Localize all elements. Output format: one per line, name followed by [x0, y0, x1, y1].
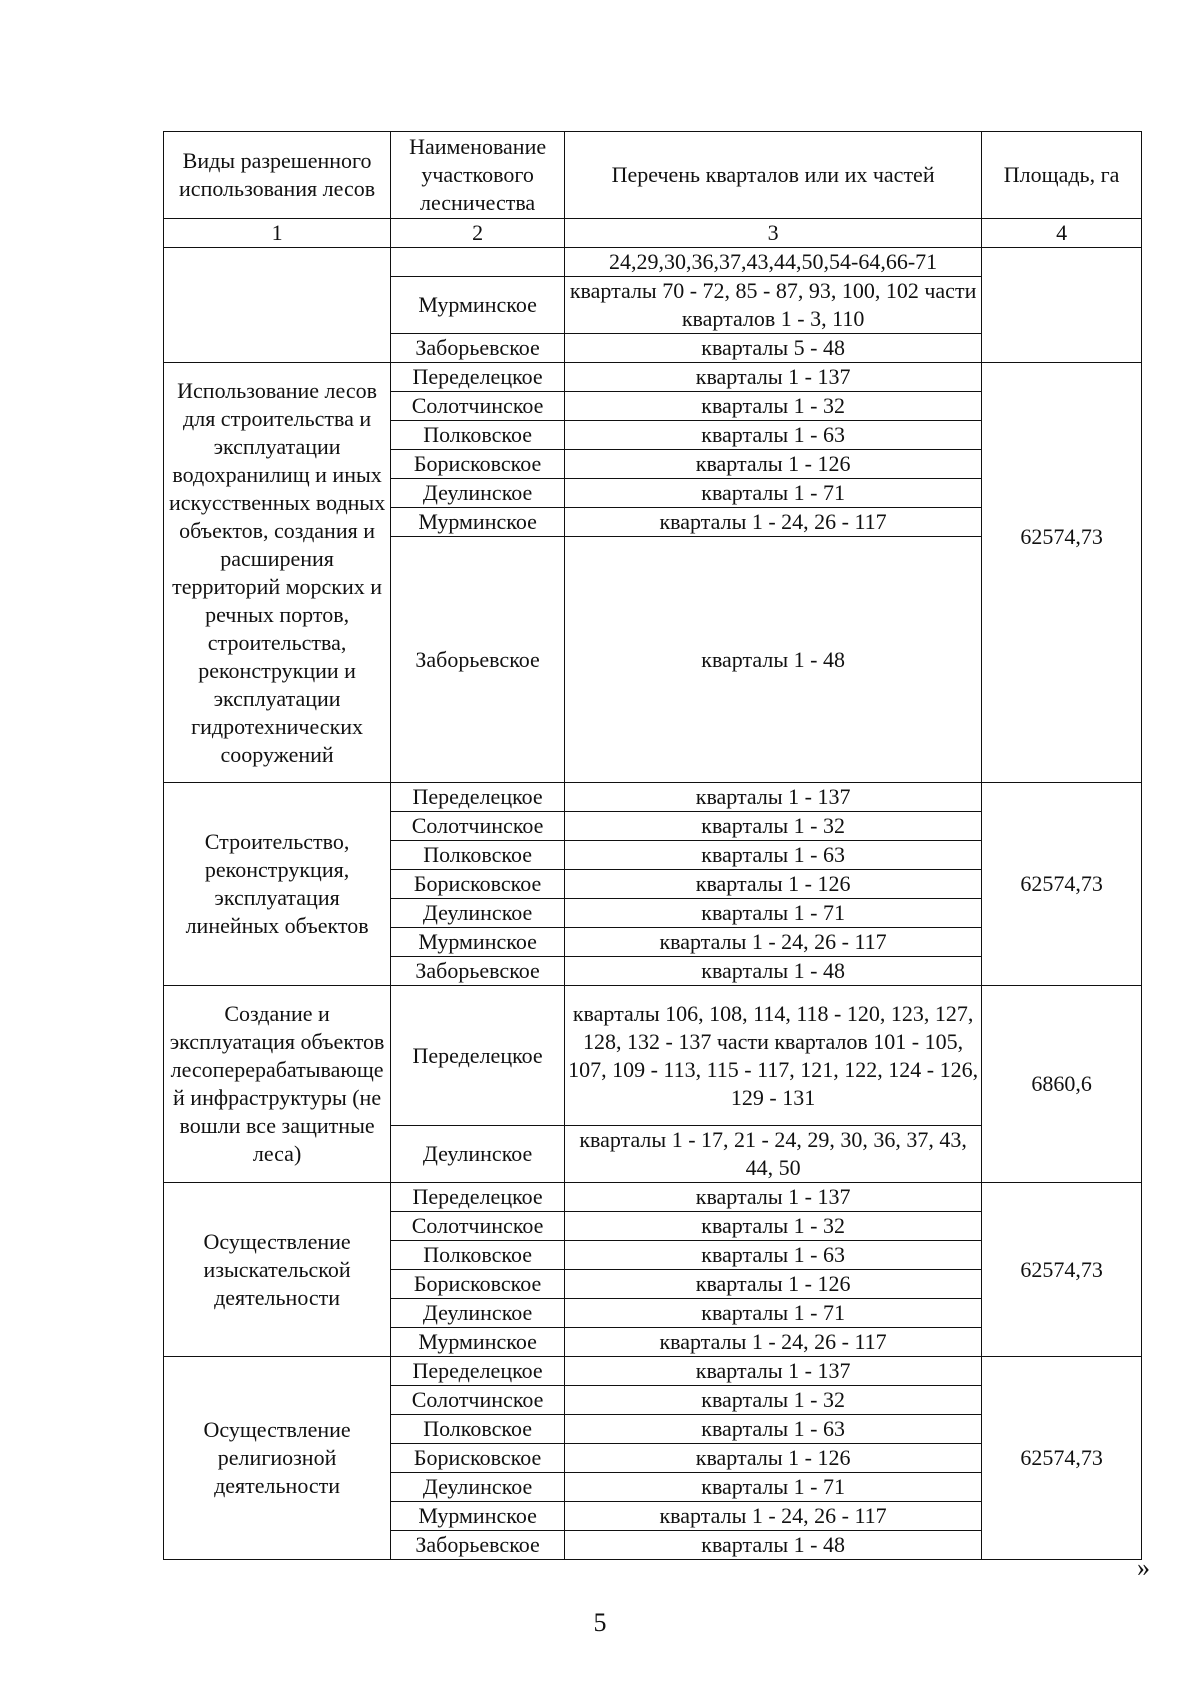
header-cell-use-type: Виды разрешенного использования лесов: [164, 132, 391, 219]
header-cell-forestry-name: Наименование участкового лесничества: [391, 132, 565, 219]
area-cell: 62574,73: [982, 783, 1142, 986]
quarters-cell: кварталы 1 - 71: [565, 1299, 982, 1328]
header-cell-quarters: Перечень кварталов или их частей: [565, 132, 982, 219]
table-row: [164, 1357, 1142, 1386]
forestry-name-cell: Мурминское: [391, 928, 565, 957]
quarters-cell: кварталы 1 - 63: [565, 1415, 982, 1444]
quarters-cell: кварталы 5 - 48: [565, 334, 982, 363]
quarters-cell: 24,29,30,36,37,43,44,50,54-64,66-71: [565, 248, 982, 277]
quarters-cell: кварталы 1 - 71: [565, 1473, 982, 1502]
forestry-name-cell: Деулинское: [391, 1299, 565, 1328]
quarters-cell: кварталы 1 - 137: [565, 783, 982, 812]
quarters-cell: кварталы 1 - 126: [565, 1270, 982, 1299]
quarters-cell: кварталы 1 - 126: [565, 1444, 982, 1473]
quarters-cell: кварталы 1 - 24, 26 - 117: [565, 1328, 982, 1357]
area-cell: [982, 363, 1142, 783]
forestry-name-cell: Переделецкое: [391, 1357, 565, 1386]
quarters-cell: кварталы 1 - 63: [565, 421, 982, 450]
forestry-name-cell: Борисковское: [391, 1270, 565, 1299]
use-type-cell: Строительство, реконструкция, эксплуатация линейных объектов: [164, 783, 391, 986]
quarters-cell: кварталы 1 - 24, 26 - 117: [565, 928, 982, 957]
quarters-cell: кварталы 1 - 32: [565, 392, 982, 421]
quarters-cell: кварталы 1 - 63: [565, 841, 982, 870]
use-type-cell: Осуществление религиозной деятельности: [164, 1357, 391, 1560]
forestry-name-cell: Полковское: [391, 421, 565, 450]
quarters-cell: кварталы 1 - 71: [565, 899, 982, 928]
forestry-name-cell: Солотчинское: [391, 392, 565, 421]
header-number-row: [164, 219, 1142, 248]
forestry-name-cell-empty: [391, 248, 565, 277]
forestry-name-cell: Переделецкое: [391, 363, 565, 392]
quarters-cell: кварталы 1 - 48: [565, 537, 982, 783]
area-cell: 62574,73: [982, 1183, 1142, 1357]
quarters-cell: кварталы 70 - 72, 85 - 87, 93, 100, 102 части кварталов 1 - 3, 110: [565, 277, 982, 334]
quarters-cell: кварталы 1 - 32: [565, 1212, 982, 1241]
quarters-cell: кварталы 1 - 126: [565, 870, 982, 899]
table-row: [164, 363, 1142, 392]
header-number-2: 2: [391, 219, 565, 248]
quarters-cell: кварталы 1 - 24, 26 - 117: [565, 1502, 982, 1531]
forestry-name-cell: Мурминское: [391, 508, 565, 537]
quarters-cell: кварталы 1 - 48: [565, 957, 982, 986]
area-cell: 62574,73: [982, 1357, 1142, 1560]
forestry-name-cell: Борисковское: [391, 1444, 565, 1473]
forestry-name-cell: Деулинское: [391, 1126, 565, 1183]
use-type-cell-empty: [164, 248, 391, 363]
forestry-name-cell: Полковское: [391, 1241, 565, 1270]
header-number-4: 4: [982, 219, 1142, 248]
header-row: [164, 132, 1142, 219]
area-cell: 6860,6: [982, 986, 1142, 1183]
quarters-cell: кварталы 1 - 24, 26 - 117: [565, 508, 982, 537]
quarters-cell: кварталы 106, 108, 114, 118 - 120, 123, 127, 128, 132 - 137 части кварталов 101 - 105, 107, 109 - 113, 115 - 117, 121, 122, 124 - 126, 129 - 131: [565, 986, 982, 1126]
quarters-cell: кварталы 1 - 48: [565, 1531, 982, 1560]
quarters-cell: кварталы 1 - 126: [565, 450, 982, 479]
forestry-name-cell: Солотчинское: [391, 812, 565, 841]
quarters-cell: кварталы 1 - 137: [565, 1183, 982, 1212]
forestry-name-cell: Борисковское: [391, 450, 565, 479]
use-type-cell: Создание и эксплуатация объектов лесоперерабатывающей инфраструктуры (не вошли все защитные леса): [164, 986, 391, 1183]
forestry-name-cell: Деулинское: [391, 1473, 565, 1502]
forestry-name-cell: Полковское: [391, 841, 565, 870]
forestry-name-cell: Заборьевское: [391, 537, 565, 783]
forestry-name-cell: Переделецкое: [391, 1183, 565, 1212]
forestry-name-cell: Полковское: [391, 1415, 565, 1444]
quarters-cell: кварталы 1 - 32: [565, 812, 982, 841]
use-type-cell: Осуществление изыскательской деятельности: [164, 1183, 391, 1357]
use-type-cell: Использование лесов для строительства и эксплуатации водохранилищ и иных искусственных водных объектов, создания и расширения территорий морских и речных портов, строительства, реконструкции и эксплуатации гидротехнических сооружений: [164, 363, 391, 783]
page-number: 5: [593, 1608, 607, 1637]
forestry-name-cell: Мурминское: [391, 1502, 565, 1531]
forestry-name-cell: Солотчинское: [391, 1386, 565, 1415]
forest-use-table: [163, 131, 1142, 1560]
forestry-name-cell: Заборьевское: [391, 957, 565, 986]
table-row: [164, 986, 1142, 1126]
quarters-cell: кварталы 1 - 17, 21 - 24, 29, 30, 36, 37, 43, 44, 50: [565, 1126, 982, 1183]
forestry-name-cell: Заборьевское: [391, 334, 565, 363]
continuation-mark: »: [1137, 1553, 1150, 1582]
table-row: [164, 1183, 1142, 1212]
area-value: 62574,73: [1020, 524, 1103, 549]
header-number-3: 3: [565, 219, 982, 248]
table-row: [164, 248, 1142, 277]
forestry-name-cell: Борисковское: [391, 870, 565, 899]
quarters-cell: кварталы 1 - 137: [565, 363, 982, 392]
quarters-cell: кварталы 1 - 63: [565, 1241, 982, 1270]
table-row: [164, 783, 1142, 812]
quarters-cell: кварталы 1 - 137: [565, 1357, 982, 1386]
forestry-name-cell: Солотчинское: [391, 1212, 565, 1241]
forestry-name-cell: Переделецкое: [391, 783, 565, 812]
quarters-cell: кварталы 1 - 32: [565, 1386, 982, 1415]
quarters-cell: кварталы 1 - 71: [565, 479, 982, 508]
forestry-name-cell: Заборьевское: [391, 1531, 565, 1560]
forestry-name-cell: Мурминское: [391, 277, 565, 334]
area-cell-empty: [982, 248, 1142, 363]
forestry-name-cell: Деулинское: [391, 899, 565, 928]
forestry-name-cell: Переделецкое: [391, 986, 565, 1126]
forestry-name-cell: Деулинское: [391, 479, 565, 508]
forestry-name-cell: Мурминское: [391, 1328, 565, 1357]
header-cell-area: Площадь, га: [982, 132, 1142, 219]
header-number-1: 1: [164, 219, 391, 248]
